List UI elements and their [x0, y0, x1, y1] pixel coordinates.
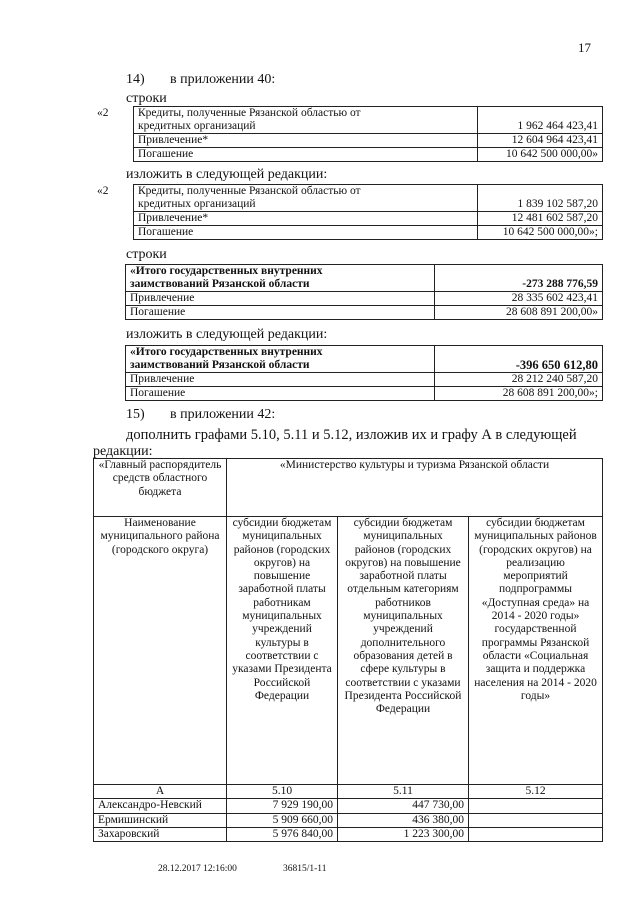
item14-heading: в приложении 40: [170, 72, 276, 87]
total-value-attraction: 28 335 602 423,41 [435, 292, 603, 306]
value-5-11: 1 223 300,00 [338, 827, 469, 841]
row-value-attraction: 12 481 602 587,20 [478, 212, 603, 226]
total-title-line1: «Итого государственных внутренних [126, 265, 435, 279]
value-5-10: 5 909 660,00 [227, 813, 338, 827]
value-5-11: 447 730,00 [338, 799, 469, 813]
value-5-10: 5 976 840,00 [227, 827, 338, 841]
district-name: Ермишинский [94, 813, 227, 827]
subsidies-table [93, 458, 603, 842]
item14-number: 14) [126, 72, 145, 87]
row-title-value: 1 962 464 423,41 [478, 120, 603, 134]
row-label-repayment: Погашение [134, 148, 478, 162]
colnum-5-10: 5.10 [227, 785, 338, 799]
total-value-repayment: 28 608 891 200,00» [435, 306, 603, 320]
value-5-11: 436 380,00 [338, 813, 469, 827]
table-old-credits [93, 106, 603, 162]
header-col-5-12: субсидии бюджетам муниципальных районов (городских округов) на реализацию мероприятий подпрограммы «Доступная среда» на 2014 - 2020 годы» государственной программы Рязанской области «Социальная защита и поддержка населения на 2014 - 2020 годы» [469, 517, 603, 785]
colnum-5-11: 5.11 [338, 785, 469, 799]
row-value-repayment: 10 642 500 000,00» [478, 148, 603, 162]
value-5-12 [469, 827, 603, 841]
colnum-a: А [94, 785, 227, 799]
header-ministry: «Министерство культуры и туризма Рязанской области [227, 459, 603, 517]
row-value-repayment: 10 642 500 000,00»; [478, 226, 603, 240]
item15-intro-line2: редакции: [93, 444, 153, 459]
row-title-line1: Кредиты, полученные Рязанской областью от [134, 107, 478, 121]
table-old-total [125, 264, 603, 320]
row-mark: «2 [97, 106, 109, 119]
total-label-repayment: Погашение [126, 387, 435, 401]
total-label-repayment: Погашение [126, 306, 435, 320]
page-number: 17 [578, 40, 591, 55]
header-district-name: Наименование муниципального района (городского округа) [94, 517, 227, 785]
label-rows: строки [126, 91, 167, 106]
row-label-repayment: Погашение [134, 226, 478, 240]
total-value-repayment: 28 608 891 200,00»; [435, 387, 603, 401]
header-main-manager: «Главный распорядитель средств областного бюджета [94, 459, 227, 517]
footer-timestamp: 28.12.2017 12:16:00 [158, 864, 237, 874]
total-title-line2: заимствований Рязанской области [126, 278, 435, 292]
row-title-line2: кредитных организаций [134, 198, 478, 212]
district-name: Александро-Невский [94, 799, 227, 813]
total-label-attraction: Привлечение [126, 373, 435, 387]
table-row [94, 799, 603, 813]
row-title-value: 1 839 102 587,20 [478, 198, 603, 212]
footer-doc-id: 36815/1-11 [283, 864, 327, 874]
colnum-5-12: 5.12 [469, 785, 603, 799]
header-col-5-10: субсидии бюджетам муниципальных районов (городских округов) на повышение заработной платы работникам муниципальных учреждений культуры в соответствии с указами Президента Российской Федерации [227, 517, 338, 785]
table-row [94, 813, 603, 827]
row-title-line2: кредитных организаций [134, 120, 478, 134]
total-title-line1: «Итого государственных внутренних [126, 346, 435, 360]
row-label-attraction: Привлечение* [134, 134, 478, 148]
row-label-attraction: Привлечение* [134, 212, 478, 226]
total-title-value: -273 288 776,59 [435, 278, 603, 292]
table-new-total [125, 345, 603, 401]
item15-intro-line1: дополнить графами 5.10, 5.11 и 5.12, изложив их и графу А в следующей [126, 427, 577, 443]
label-edit-1: изложить в следующей редакции: [126, 167, 328, 182]
total-title-value: -396 650 612,80 [435, 359, 603, 373]
table-row [94, 827, 603, 841]
item15-heading: в приложении 42: [170, 407, 276, 422]
table-new-credits [93, 184, 603, 240]
total-value-attraction: 28 212 240 587,20 [435, 373, 603, 387]
value-5-12 [469, 813, 603, 827]
header-col-5-11: субсидии бюджетам муниципальных районов (городских округов) на повышение заработной платы отдельным категориям работников муниципальных учреждений дополнительного образования детей в сфере культуры в соответствии с указами Президента Российской Федерации [338, 517, 469, 785]
row-mark: «2 [97, 184, 109, 197]
item15-number: 15) [126, 407, 145, 422]
value-5-12 [469, 799, 603, 813]
value-5-10: 7 929 190,00 [227, 799, 338, 813]
row-title-line1: Кредиты, полученные Рязанской областью от [134, 185, 478, 199]
label-edit-2: изложить в следующей редакции: [126, 327, 328, 342]
label-rows-2: строки [126, 247, 167, 262]
total-label-attraction: Привлечение [126, 292, 435, 306]
district-name: Захаровский [94, 827, 227, 841]
total-title-line2: заимствований Рязанской области [126, 359, 435, 373]
row-value-attraction: 12 604 964 423,41 [478, 134, 603, 148]
